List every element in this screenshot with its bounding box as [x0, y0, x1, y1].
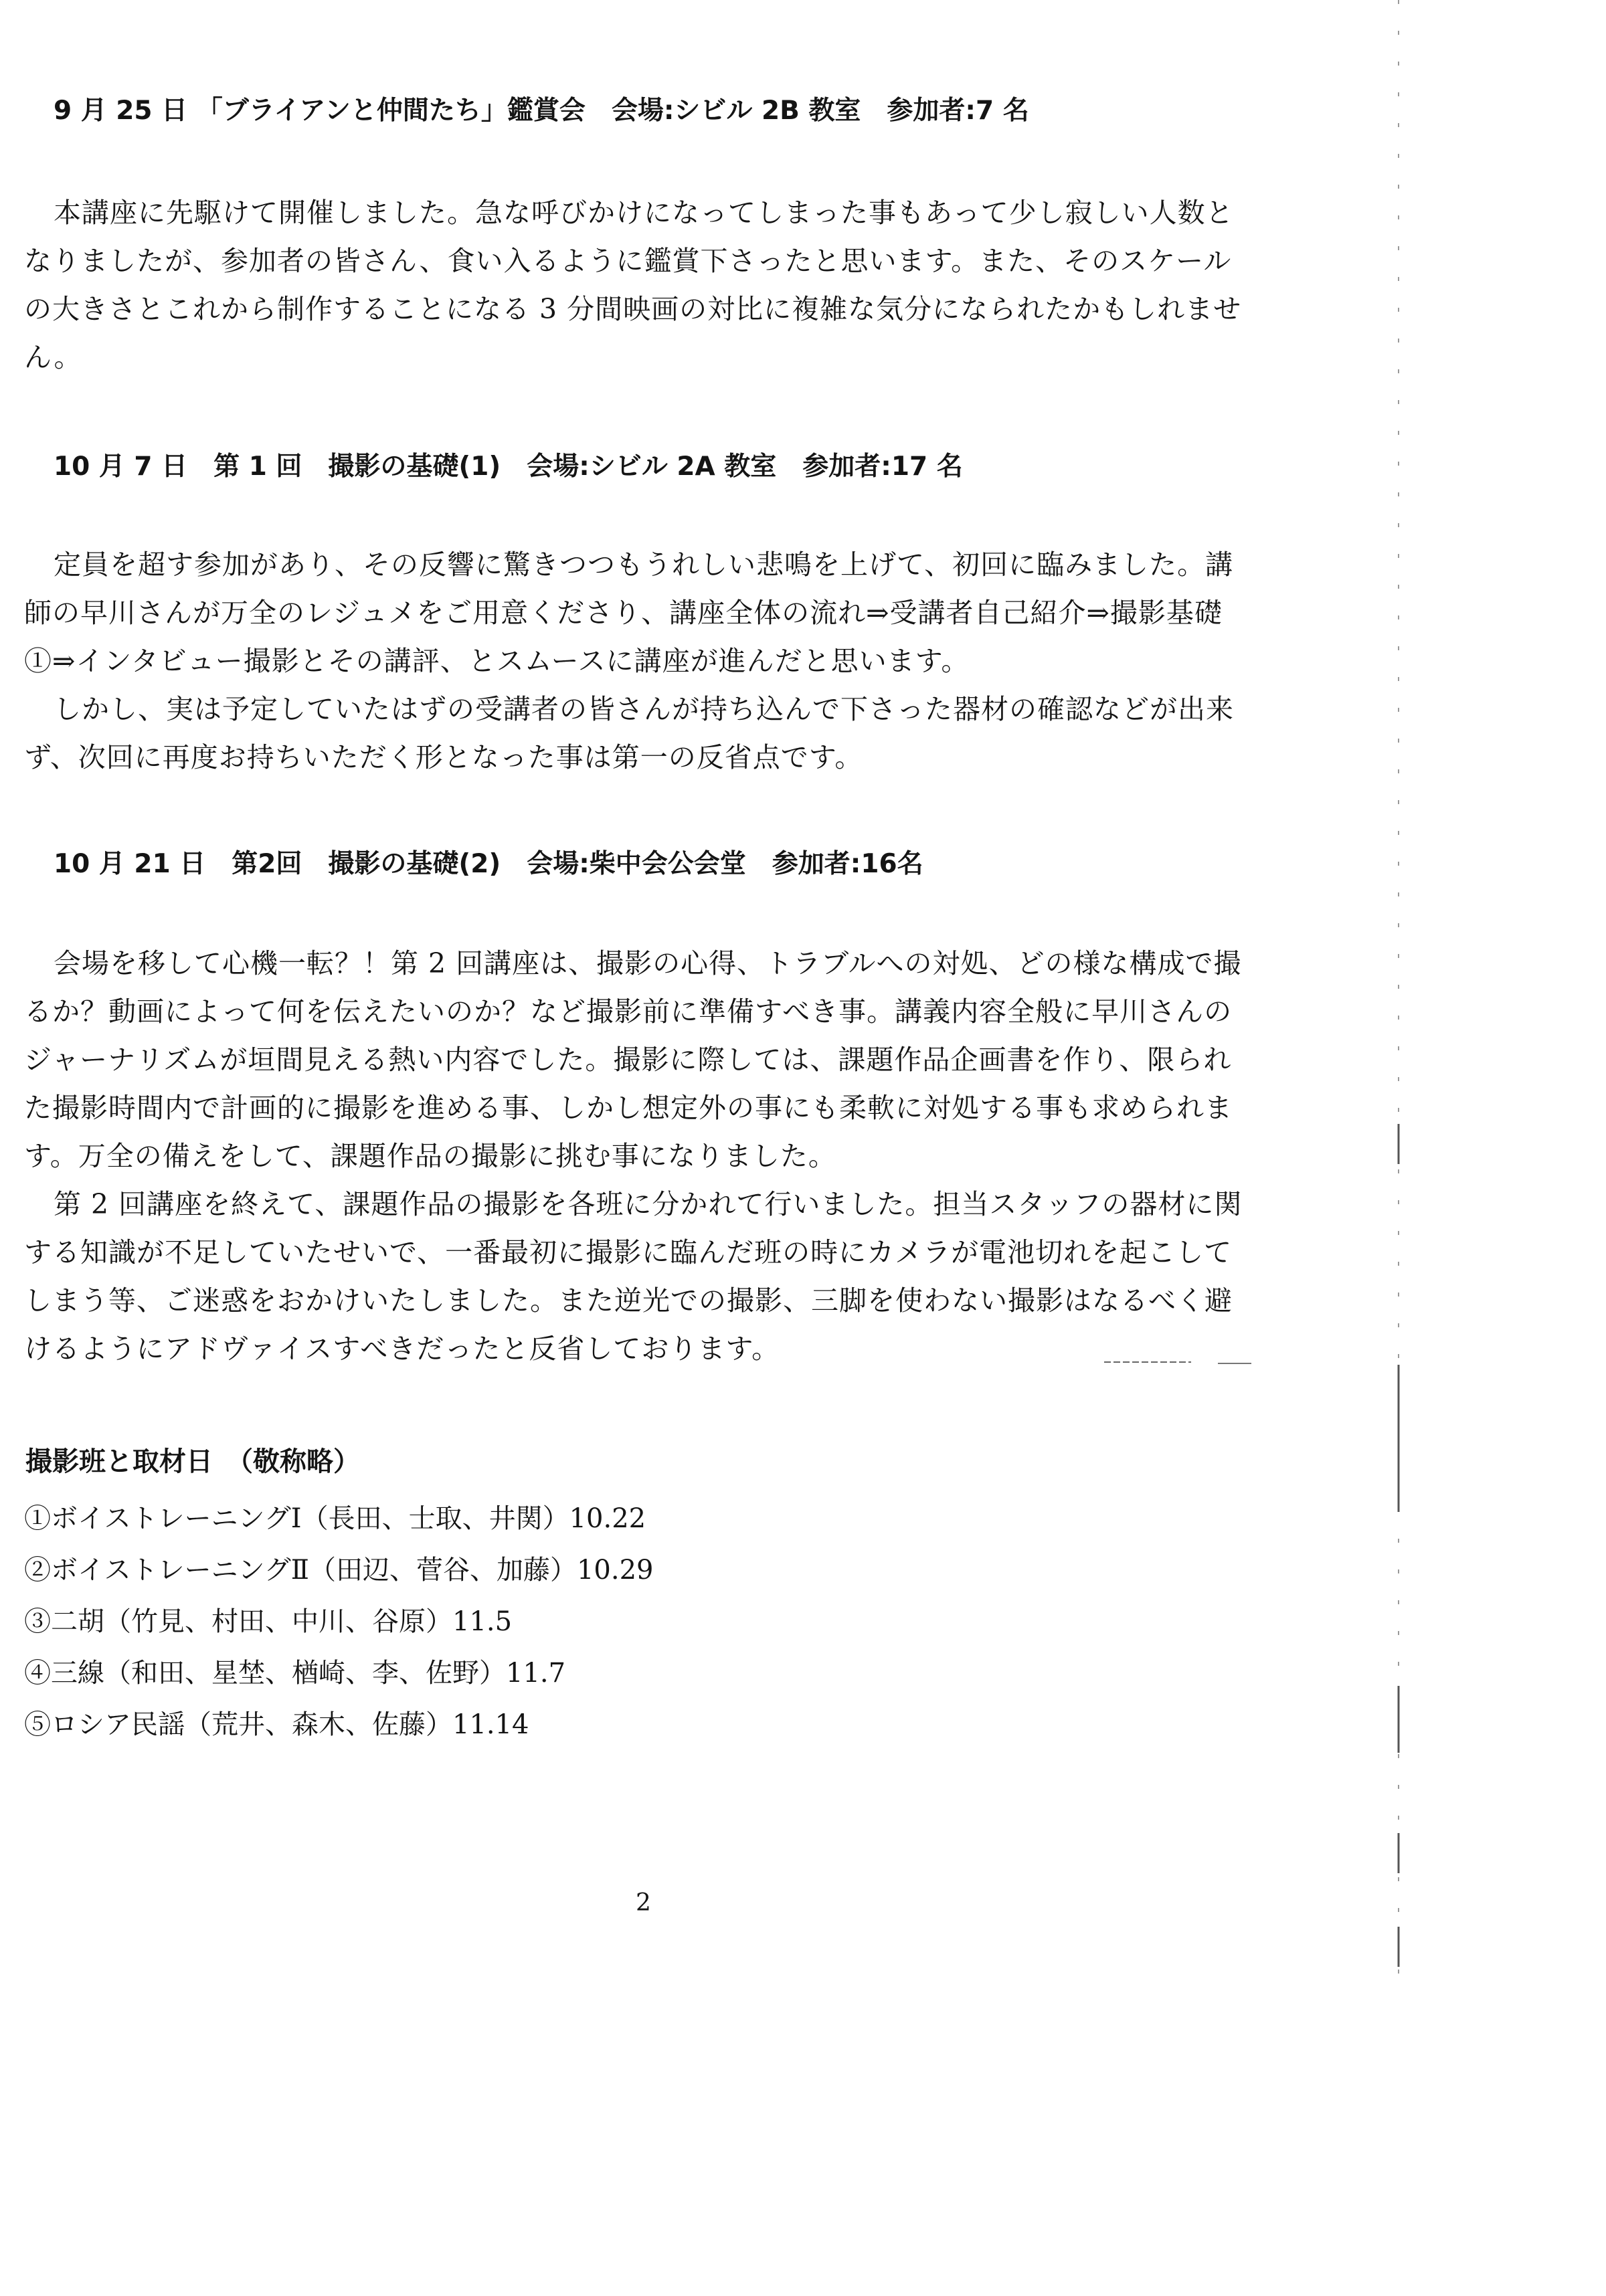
crew-item: ①ボイストレーニングⅠ（長田、士取、井関）10.22	[24, 1503, 646, 1534]
crew-item: ④三線（和田、星埜、楢崎、李、佐野）11.7	[24, 1658, 566, 1689]
crew-item: ⑤ロシア民謡（荒井、森木、佐藤）11.14	[24, 1709, 529, 1740]
section-3-paragraph-1: 会場を移して心機一転？！第 2 回講座は、撮影の心得、トラブルへの対処、どの様な構成で撮るか？動画によって何を伝えたいのか？など撮影前に準備すべき事。講義内容全般に早川さんのジャーナリズムが垣間見える熱い内容でした。撮影に際しては、課題作品企画書を作り、限られた撮影時間内で計画的に撮影を進める事、しかし想定外の事にも柔軟に対処する事も求められます。万全の備えをして、課題作品の撮影に挑む事になりました。	[24, 947, 1242, 1172]
section-3-heading: 10 月 21 日 第2回 撮影の基礎(2) 会場:柴中会公会堂 参加者:16名	[54, 849, 923, 879]
section-2-heading: 10 月 7 日 第 1 回 撮影の基礎(1) 会場:シビル 2A 教室 参加者:17 名	[54, 452, 963, 482]
section-2-paragraph-2: しかし、実は予定していたはずの受講者の皆さんが持ち込んで下さった器材の確認などが出来ず、次回に再度お持ちいただく形となった事は第一の反省点です。	[24, 693, 1234, 773]
section-2-paragraph-1: 定員を超す参加があり、その反響に驚きつつもうれしい悲鳴を上げて、初回に臨みました。講師の早川さんが万全のレジュメをご用意くださり、講座全体の流れ⇒受講者自己紹介⇒撮影基礎①⇒インタビュー撮影とその講評、とスムースに講座が進んだと思います。	[24, 549, 1234, 677]
crew-item: ③二胡（竹見、村田、中川、谷原）11.5	[24, 1606, 513, 1637]
section-3-paragraph-2: 第 2 回講座を終えて、課題作品の撮影を各班に分かれて行いました。担当スタッフの器材に関する知識が不足していたせいで、一番最初に撮影に臨んだ班の時にカメラが電池切れを起こしてしまう等、ご迷惑をおかけいたしました。また逆光での撮影、三脚を使わない撮影はなるべく避けるようにアドヴァイスすべきだったと反省しております。	[24, 1188, 1243, 1365]
scan-edge-marks	[1385, 0, 1412, 2007]
crew-item: ②ボイストレーニングⅡ（田辺、菅谷、加藤）10.29	[24, 1555, 654, 1586]
section-1-body	[24, 189, 1255, 381]
crew-list	[24, 1493, 654, 1751]
scan-smudge	[1104, 1357, 1278, 1370]
page-number: 2	[636, 1889, 651, 1917]
crew-list-title: 撮影班と取材日 （敬称略）	[25, 1446, 360, 1477]
section-1-paragraph-1: 本講座に先駆けて開催しました。急な呼びかけになってしまった事もあって少し寂しい人数となりましたが、参加者の皆さん、食い入るように鑑賞下さったと思います。また、そのスケールの大きさとこれから制作することになる 3 分間映画の対比に複雑な気分になられたかもしれません。	[24, 197, 1242, 373]
section-2-body	[24, 541, 1255, 781]
section-1-heading: 9 月 25 日 「ブライアンと仲間たち」鑑賞会 会場:シビル 2B 教室 参加者:7 名	[54, 96, 1029, 126]
section-3-body	[24, 939, 1255, 1373]
